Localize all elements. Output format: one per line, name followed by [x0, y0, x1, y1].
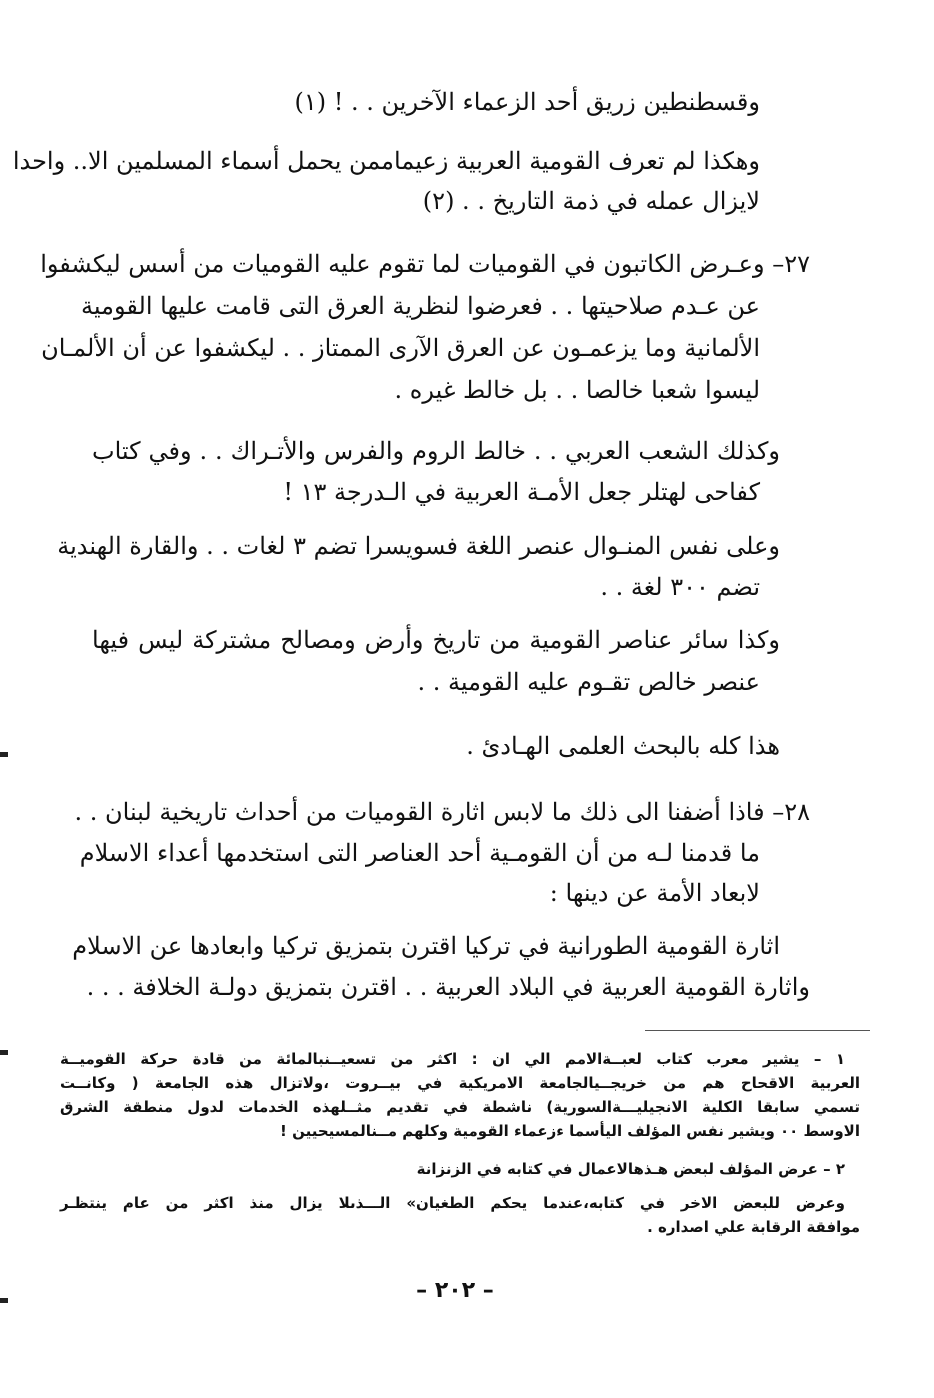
body-line-8: وكذلك الشعب العربي . . خالط الروم والفرس والأتـراك . . وفي كتاب: [92, 437, 780, 465]
body-line-13: عنصر خالص تقـوم عليه القومية . .: [417, 668, 760, 696]
footnote-line-2: العربية الاقحاح هم من خريجــيالجامعة الامريكية في بيــروت ،ولاتزال هذه الجامعة ( وكانــت: [60, 1074, 860, 1092]
body-line-2: وهكذا لم تعرف القومية العربية زعيماممن يحمل أسماء المسلمين الا.. واحدا: [12, 147, 760, 175]
scan-edge-mark: [0, 1050, 8, 1055]
footnote-line-1: ١ – يشير معرب كتاب لعبــةالامم الي ان : اكثر من تسعيــنبالمائة من قادة حركة القوميــة: [60, 1050, 845, 1068]
body-line-19: واثارة القومية العربية في البلاد العربية . . اقترن بتمزيق دولـة الخلافة . . .: [86, 973, 810, 1001]
body-line-3: لايزال عمله في ذمة التاريخ . . (٢): [422, 187, 760, 215]
body-line-16: ما قدمنا لـه من أن القومـية أحد العناصر التى استخدمها أعداء الاسلام: [79, 839, 760, 867]
body-line-5: عن عـدم صلاحيتها . . فعرضوا لنظرية العرق التى قامت عليها القومية: [81, 292, 760, 320]
body-line-17: لابعاد الأمة عن دينها :: [549, 879, 760, 907]
footnote-line-6: وعرض للبعض الاخر في كتابه،عندما يحكم الطغيان» الـــذىلا يزال منذ اكثر من عام ينتظـر: [60, 1194, 845, 1212]
footnote-line-3: تسمي سابقا الكلية الانجيليـــةالسورية) ناشطة في تقديم مثــلهذه الخدمات لدول منطقة الشرق: [60, 1098, 860, 1116]
scan-edge-mark: [0, 752, 8, 757]
body-line-6: الألمانية وما يزعمـون عن العرق الآرى الممتاز . . ليكشفوا عن أن الألمـان: [41, 334, 760, 362]
body-line-1: وقسطنطين زريق أحد الزعماء الآخرين . . ! (١): [294, 88, 760, 116]
scan-edge-mark: [0, 1298, 8, 1303]
footnote-line-5: ٢ – عرض المؤلف لبعض هـذهالاعمال في كتابه في الزنزانة: [416, 1160, 845, 1178]
body-line-4: ٢٧– وعـرض الكاتبون في القوميات لما تقوم عليه القوميات من أسس ليكشفوا: [40, 250, 810, 278]
body-line-12: وكذا سائر عناصر القومية من تاريخ وأرض ومصالح مشتركة ليس فيها: [92, 626, 780, 654]
page-number: – ٢٠٢ –: [416, 1278, 494, 1303]
footnote-separator: [645, 1030, 870, 1031]
footnote-line-7: موافقة الرقابة علي اصداره .: [647, 1218, 860, 1236]
body-line-10: وعلى نفس المنـوال عنصر اللغة فسويسرا تضم ٣ لغات . . والقارة الهندية: [57, 532, 780, 560]
body-line-14: هذا كله بالبحث العلمى الهـادئ .: [466, 732, 780, 760]
body-line-18: اثارة القومية الطورانية في تركيا اقترن بتمزيق تركيا وابعادها عن الاسلام: [72, 932, 780, 960]
body-line-15: ٢٨– فاذا أضفنا الى ذلك ما لابس اثارة القوميات من أحداث تاريخية لبنان . .: [74, 798, 810, 826]
body-line-11: تضم ٣٠٠ لغة . .: [600, 573, 760, 601]
body-line-9: كفاحى لهتلر جعل الأمـة العربية في الـدرجة ١٣ !: [283, 478, 760, 506]
footnote-line-4: الاوسط ٠٠ ويشير نفس المؤلف اليأسما ءزعماء القومية وكلهم مــنالمسيحيين !: [280, 1122, 860, 1140]
body-line-7: ليسوا شعبا خالصا . . بل خالط غيره .: [394, 376, 760, 404]
